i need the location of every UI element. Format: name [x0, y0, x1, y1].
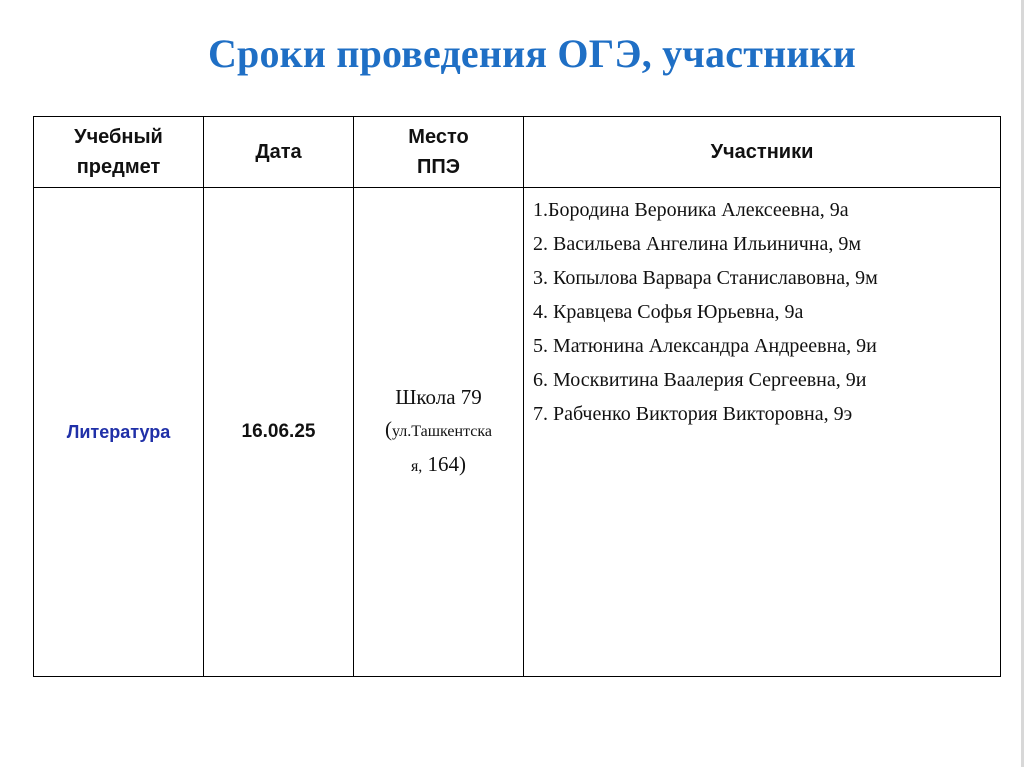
- header-date: Дата: [204, 117, 354, 188]
- table-row: [34, 188, 1001, 677]
- list-item: 2. Васильева Ангелина Ильинична, 9м: [533, 233, 862, 255]
- participants-cell: [524, 188, 1001, 677]
- place-cell: [354, 188, 524, 677]
- place-address-line1: [354, 413, 523, 448]
- header-subject-line1: Учебный: [74, 126, 163, 148]
- list-item: 5. Матюнина Александра Андреевна, 9и: [533, 335, 877, 357]
- date-value: 16.06.25: [241, 421, 316, 442]
- place-address-cont: я,: [410, 458, 423, 475]
- place-address-open: (: [384, 417, 392, 441]
- header-subject: [34, 117, 204, 188]
- exam-schedule-table: [33, 116, 1001, 677]
- subject-cell: [34, 188, 204, 677]
- header-row: [34, 117, 1001, 188]
- header-place-line2: ППЭ: [417, 156, 460, 178]
- list-item: 7. Рабченко Виктория Викторовна, 9э: [533, 403, 853, 425]
- subject-value: Литература: [66, 421, 171, 442]
- header-place: [354, 117, 524, 188]
- place-address-number: 164): [422, 452, 467, 476]
- place-address-street: ул.Ташкентска: [391, 423, 493, 440]
- list-item: 6. Москвитина Ваалерия Сергеевна, 9и: [533, 369, 867, 391]
- list-item: 1.Бородина Вероника Алексеевна, 9а: [533, 199, 849, 221]
- header-subject-line2: предмет: [76, 156, 161, 178]
- place-value: [354, 381, 523, 483]
- page-title: Сроки проведения ОГЭ, участники: [207, 31, 857, 76]
- participants-list: [533, 193, 1000, 431]
- date-cell: [204, 188, 354, 677]
- place-address-line2: [354, 448, 523, 483]
- list-item: 3. Копылова Варвара Станиславовна, 9м: [533, 267, 878, 289]
- header-place-line1: Место: [408, 126, 469, 148]
- header-participants: Участники: [524, 117, 1001, 188]
- list-item: 4. Кравцева Софья Юрьевна, 9а: [533, 301, 804, 323]
- place-main: Школа 79: [395, 385, 482, 409]
